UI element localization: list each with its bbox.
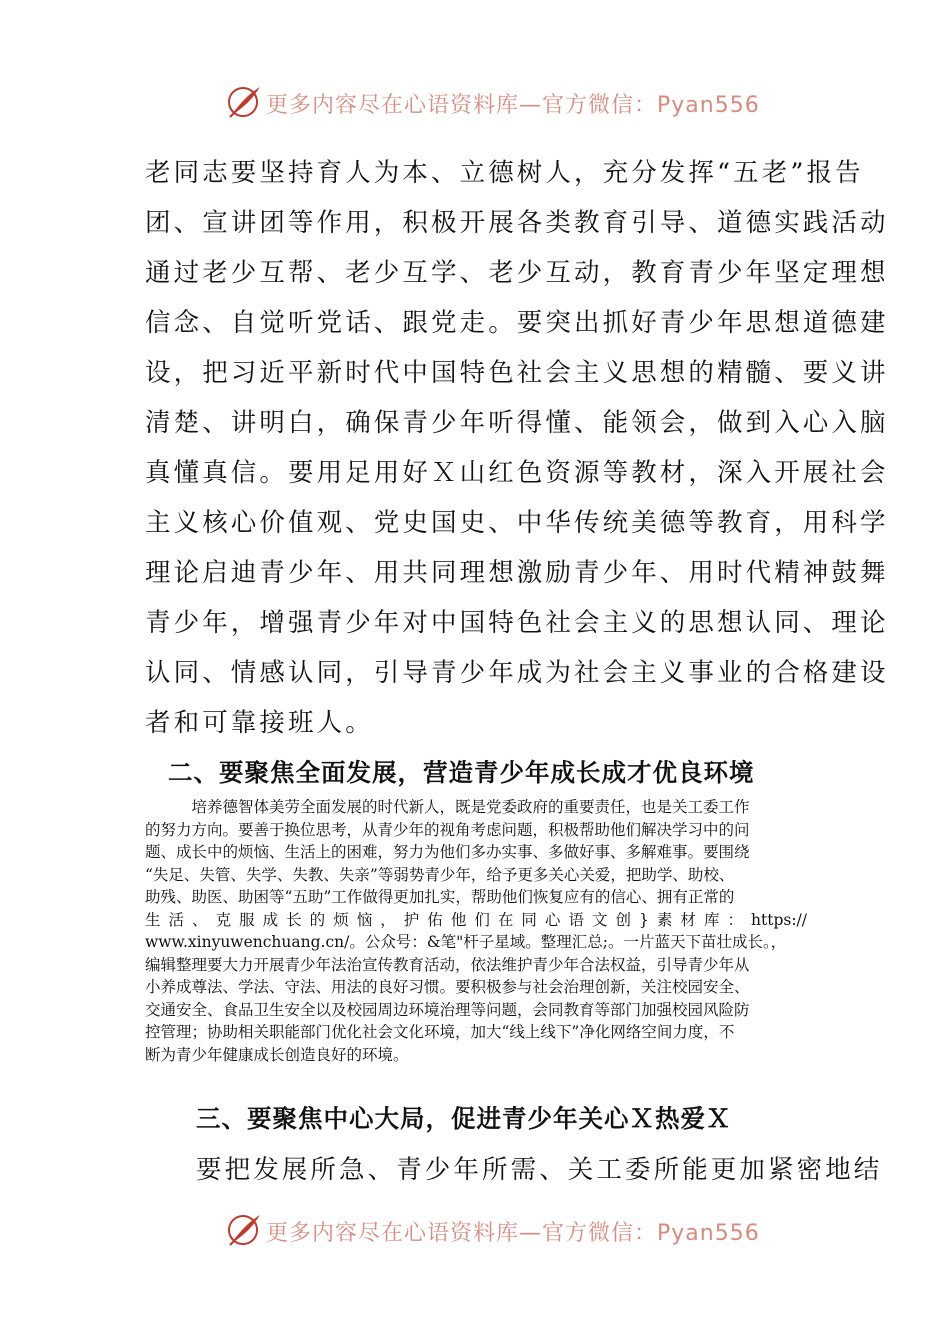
text-line: 交通安全、食品卫生安全以及校园周边环境治理等问题，会同教育等部门加强校园风险防: [145, 1000, 750, 1019]
text-line: 生活、克服成长的烦恼，护佑他们在同心语文创}素材库：https://: [145, 910, 807, 929]
text-line: 真懂真信。要用足用好Ｘ山红色资源等教材，深入开展社会: [145, 458, 889, 488]
text-line: 控管理；协助相关职能部门优化社会文化环境，加大“线上线下”净化网络空间力度，不: [145, 1023, 735, 1041]
watermark-text: 更多内容尽在心语资料库—官方微信：Pyan556: [266, 93, 760, 118]
text-line: 的努力方向。要善于换位思考，从青少年的视角考虑问题，积极帮助他们解决学习中的问: [145, 820, 750, 839]
text-line: 信念、自觉听党话、跟党走。要突出抓好青少年思想道德建: [145, 308, 889, 338]
text-line: 老同志要坚持育人为本、立德树人，充分发挥“五老”报告: [145, 158, 864, 188]
text-line: 通过老少互帮、老少互学、老少互动，教育青少年坚定理想: [145, 258, 889, 288]
text-line: 断为青少年健康成长创造良好的环境。: [145, 1045, 409, 1064]
text-line: 认同、情感认同，引导青少年成为社会主义事业的合格建设: [145, 658, 889, 688]
text-line: 青少年，增强青少年对中国特色社会主义的思想认同、理论: [145, 608, 889, 638]
header-watermark: [0, 82, 950, 122]
text-line: 清楚、讲明白，确保青少年听得懂、能领会，做到入心入脑: [145, 408, 889, 438]
feather-pen-icon: [226, 84, 264, 120]
feather-pen-icon: [226, 1212, 264, 1248]
text-line: 助残、助医、助困等“五助”工作做得更加扎实，帮助他们恢复应有的信心、拥有正常的: [145, 888, 735, 906]
text-line: www.xinyuwenchuang.cn/。公众号：&笔"杆子星域。整理汇总;。一片蓝天下苗壮成长。，: [145, 933, 787, 951]
text-line: 团、宣讲团等作用，积极开展各类教育引导、道德实践活动: [145, 208, 889, 238]
text-line: 主义核心价值观、党史国史、中华传统美德等教育，用科学: [145, 508, 889, 538]
paragraph-2: [145, 796, 807, 1066]
text-line: 小养成尊法、学法、守法、用法的良好习惯。要积极参与社会治理创新，关注校园安全、: [145, 978, 750, 996]
watermark-text: 更多内容尽在心语资料库—官方微信：Pyan556: [266, 1221, 760, 1246]
text-line: 理论启迪青少年、用共同理想激励青少年、用时代精神鼓舞: [145, 558, 889, 588]
text-line: 题、成长中的烦恼、生活上的困难，努力为他们多办实事、多做好事、多解难事。要围绕: [145, 843, 750, 861]
text-line: 设，把习近平新时代中国特色社会主义思想的精髓、要义讲: [145, 358, 889, 388]
section-heading-3: 三、要聚焦中心大局，促进青少年关心Ｘ热爱Ｘ: [196, 1104, 732, 1133]
section-heading-2: 二、要聚焦全面发展，营造青少年成长成才优良环境: [168, 758, 755, 787]
text-line: 培养德智体美劳全面发展的时代新人，既是党委政府的重要责任，也是关工委工作: [145, 798, 750, 816]
paragraph-3: 要把发展所急、青少年所需、关工委所能更加紧密地结: [196, 1155, 883, 1185]
footer-watermark: [0, 1210, 950, 1250]
text-line: “失足、失管、失学、失教、失亲”等弱势青少年，给予更多关心关爱，把助学、助校、: [145, 865, 735, 884]
paragraph-1: [145, 148, 889, 748]
text-line: 者和可靠接班人。: [145, 708, 374, 738]
text-line: 编辑整理要大力开展青少年法治宣传教育活动，依法维护青少年合法权益，引导青少年从: [145, 955, 750, 974]
